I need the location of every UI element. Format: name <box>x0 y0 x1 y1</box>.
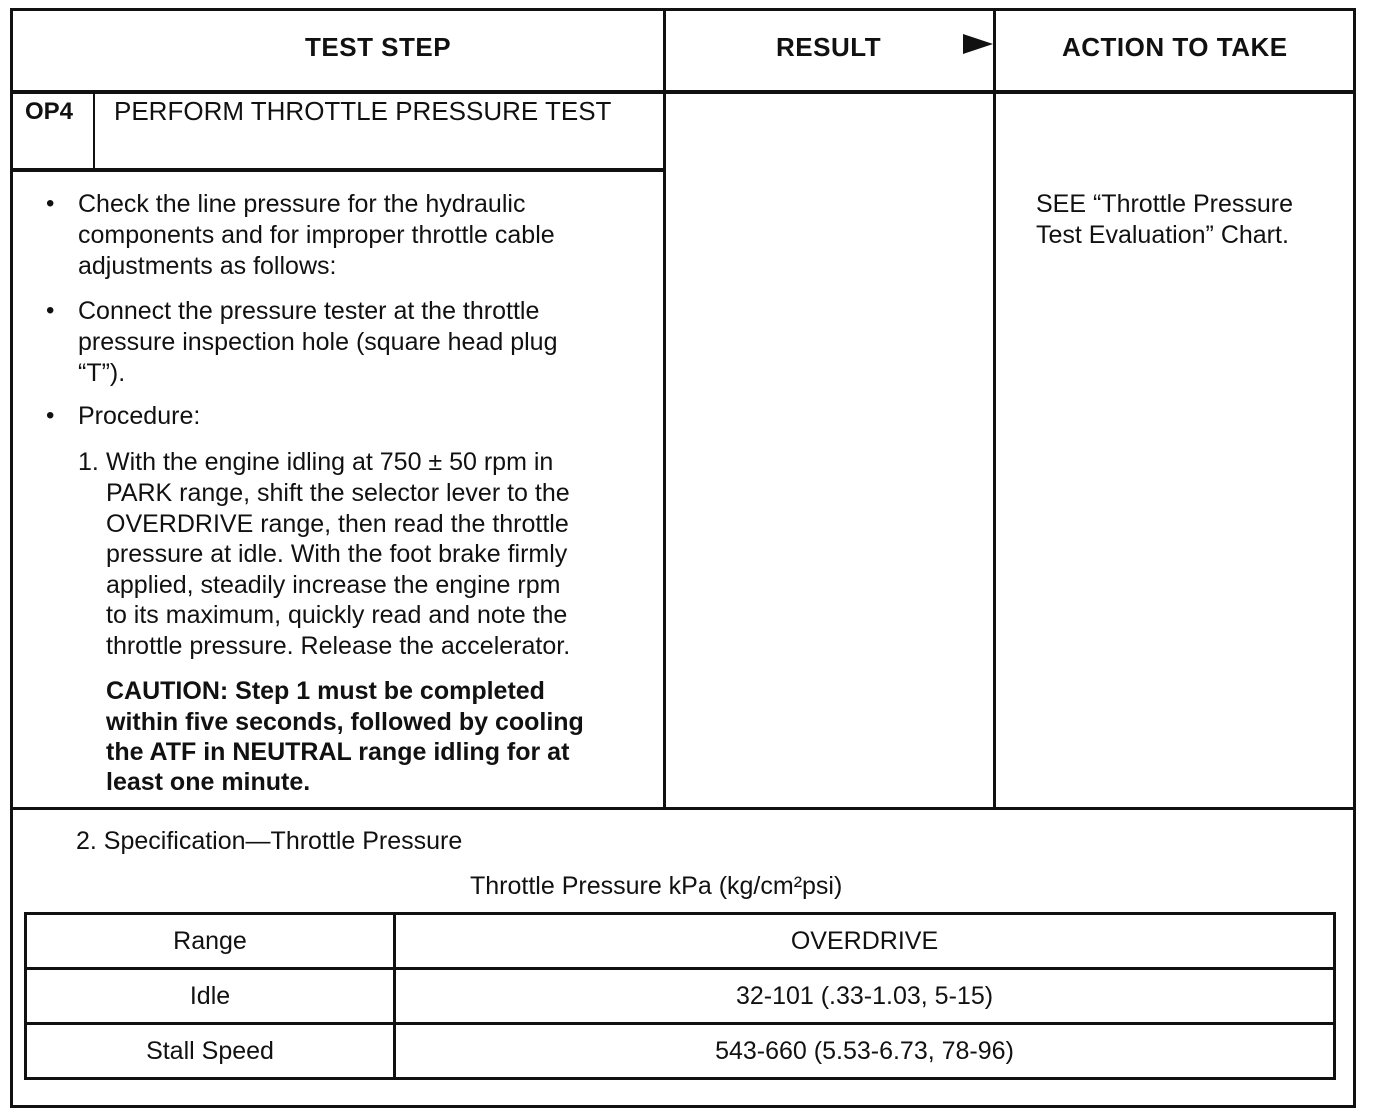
spec-section-divider <box>10 807 1356 810</box>
bullet-3-line-1: Procedure: <box>78 402 201 430</box>
bullet-1-line-3: adjustments as follows: <box>78 252 337 280</box>
step-id: OP4 <box>25 98 74 125</box>
column-header-overdrive: OVERDRIVE <box>395 914 1335 969</box>
column-header-range: Range <box>26 914 395 969</box>
table-header-row <box>26 914 1335 969</box>
caution-line: least one minute. <box>106 768 311 796</box>
bullet-icon: • <box>46 190 55 217</box>
header-result: RESULT <box>776 32 882 62</box>
procedure-line: PARK range, shift the selector lever to the <box>106 479 570 507</box>
spec-table <box>24 912 1336 1080</box>
spec-table-title: Throttle Pressure kPa (kg/cm²psi) <box>470 872 843 900</box>
procedure-line: With the engine idling at 750 ± 50 rpm in <box>106 448 554 476</box>
column-divider-2 <box>993 8 996 810</box>
step-title-divider <box>10 168 665 172</box>
bullet-icon: • <box>46 402 55 429</box>
bullet-2-line-3: “T”). <box>78 359 126 387</box>
bullet-1-line-1: Check the line pressure for the hydraulic <box>78 190 526 218</box>
header-action-to-take: ACTION TO TAKE <box>1062 32 1288 62</box>
procedure-line: pressure at idle. With the foot brake firmly <box>106 540 568 568</box>
action-line-1: SEE “Throttle Pressure <box>1036 190 1294 218</box>
header-test-step: TEST STEP <box>305 32 452 62</box>
bullet-2-line-2: pressure inspection hole (square head plug <box>78 328 558 356</box>
header-divider <box>10 90 1356 94</box>
table-row <box>26 969 1335 1024</box>
row-range: Idle <box>26 969 395 1024</box>
row-range: Stall Speed <box>26 1024 395 1079</box>
caution-line: the ATF in NEUTRAL range idling for at <box>106 738 570 766</box>
column-divider-1 <box>663 8 666 810</box>
row-value: 543-660 (5.53-6.73, 78-96) <box>395 1024 1335 1079</box>
action-line-2: Test Evaluation” Chart. <box>1036 221 1289 249</box>
bullet-2-line-1: Connect the pressure tester at the throttle <box>78 297 540 325</box>
spec-heading: 2. Specification—Throttle Pressure <box>76 827 463 855</box>
row-value: 32-101 (.33-1.03, 5-15) <box>395 969 1335 1024</box>
procedure-number: 1. <box>78 448 99 476</box>
step-id-divider <box>93 92 95 170</box>
step-title: PERFORM THROTTLE PRESSURE TEST <box>114 96 612 126</box>
table-row <box>26 1024 1335 1079</box>
procedure-line: OVERDRIVE range, then read the throttle <box>106 510 569 538</box>
bullet-icon: • <box>46 297 55 324</box>
procedure-line: throttle pressure. Release the accelerator. <box>106 632 571 660</box>
bullet-1-line-2: components and for improper throttle cable <box>78 221 555 249</box>
caution-line: CAUTION: Step 1 must be completed <box>106 677 545 705</box>
procedure-line: applied, steadily increase the engine rpm <box>106 571 561 599</box>
caution-line: within five seconds, followed by cooling <box>106 708 584 736</box>
arrow-right-icon <box>963 34 993 54</box>
procedure-line: to its maximum, quickly read and note the <box>106 601 568 629</box>
